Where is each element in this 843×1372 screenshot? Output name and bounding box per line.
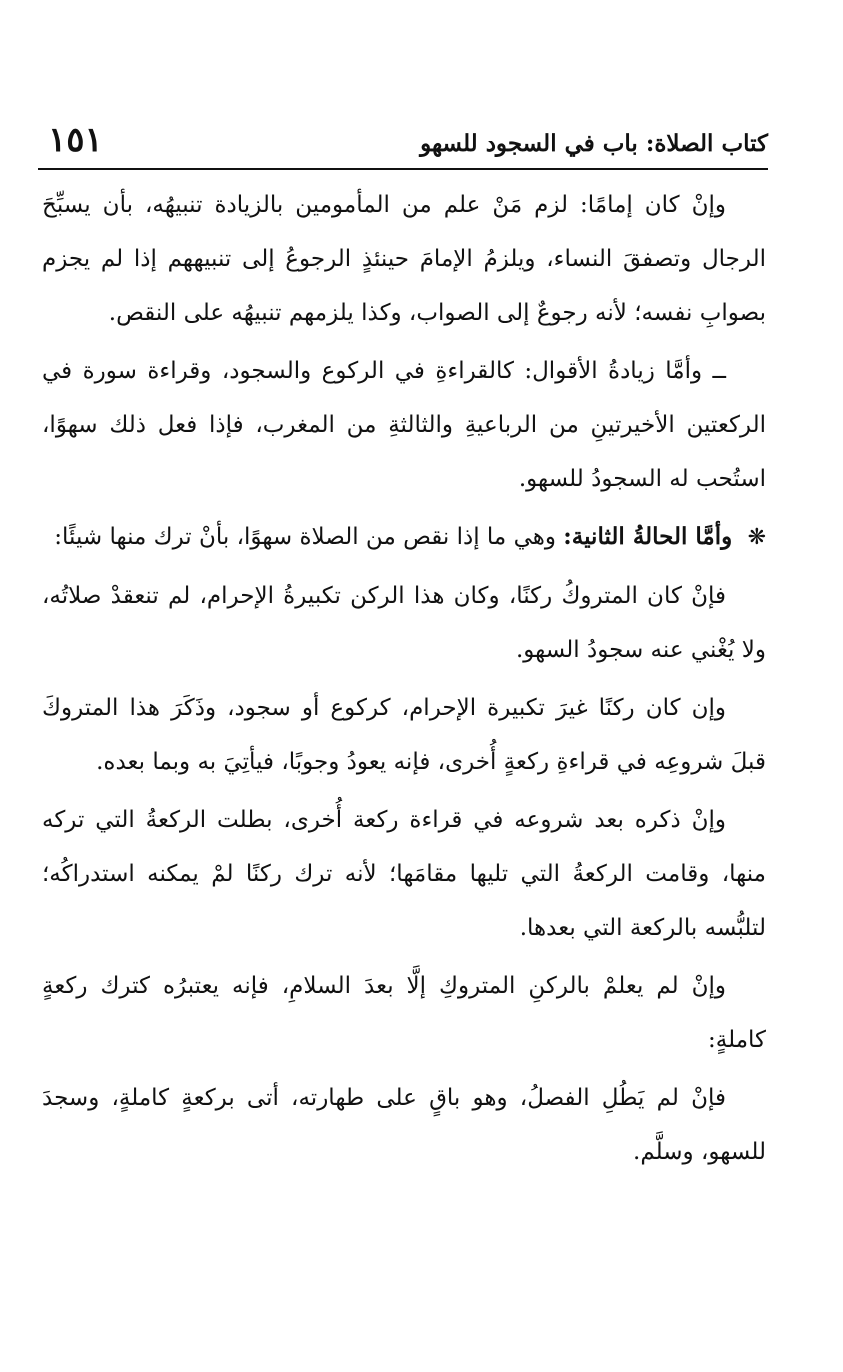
paragraph: فإنْ لم يَطُلِ الفصلُ، وهو باقٍ على طهارته، أتى بركعةٍ كاملةٍ، وسجدَ للسهو، وسلَّم. (42, 1085, 766, 1165)
paragraph: وإنْ كان إمامًا: لزم مَنْ علم من المأمومين بالزيادة تنبيهُه، بأن يسبِّحَ الرجال وتصفقَ النساء، ويلزمُ الإمامَ حينئذٍ الرجوعُ إلى تنبيههم إذا لم يجزم بصوابِ نفسه؛ لأنه رجوعٌ إلى الصواب، وكذا يلزمهم تنبيهُه على النقص. (42, 192, 766, 326)
star-ornament-icon: ❋ (747, 525, 766, 550)
paragraph: ــ وأمَّا زيادةُ الأقوال: كالقراءةِ في الركوع والسجود، وقراءة سورة في الركعتين الأخيرتينِ من الرباعيةِ والثالثةِ من المغرب، فإذا فعل ذلك سهوًا، استُحب له السجودُ للسهو. (42, 358, 766, 492)
paragraph-text: وهي ما إذا نقص من الصلاة سهوًا، بأنْ ترك منها شيئًا: (54, 524, 556, 550)
paragraph: وإنْ ذكره بعد شروعه في قراءة ركعة أُخرى، بطلت الركعةُ التي تركه منها، وقامت الركعةُ التي تليها مقامَها؛ لأنه ترك ركنًا لمْ يمكنه استدراكُه؛ لتلبُّسه بالركعة التي بعدها. (42, 807, 766, 941)
running-title: كتاب الصلاة: باب في السجود للسهو (420, 130, 768, 157)
paragraph: فإنْ كان المتروكُ ركنًا، وكان هذا الركن تكبيرةُ الإحرام، لم تنعقدْ صلاتُه، ولا يُغْني عنه سجودُ السهو. (42, 583, 766, 663)
page-header (38, 116, 768, 170)
paragraph (42, 510, 766, 565)
page-number: ١٥١ (48, 120, 103, 160)
section-lead: وأمَّا الحالةُ الثانية: (563, 523, 733, 550)
page-body (42, 178, 766, 1183)
paragraph: وإن كان ركنًا غيرَ تكبيرة الإحرام، كركوع أو سجود، وذَكَرَ هذا المتروكَ قبلَ شروعِه في قراءةِ ركعةٍ أُخرى، فإنه يعودُ وجوبًا، فيأتِيَ به وبما بعده. (42, 695, 766, 775)
paragraph: وإنْ لم يعلمْ بالركنِ المتروكِ إلَّا بعدَ السلامِ، فإنه يعتبرُه كترك ركعةٍ كاملةٍ: (42, 973, 766, 1053)
